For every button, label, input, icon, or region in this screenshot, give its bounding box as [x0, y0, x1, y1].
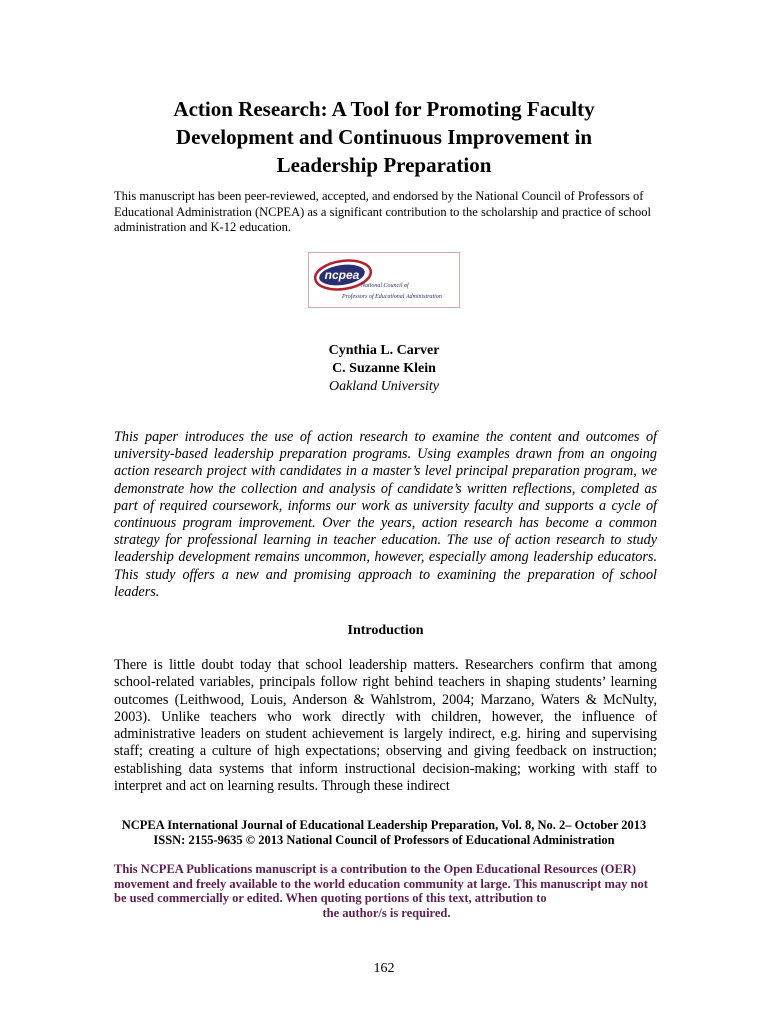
author-name: Cynthia L. Carver: [328, 343, 440, 358]
logo-line-1: National Council of: [361, 283, 409, 289]
author-block: [200, 342, 568, 396]
journal-citation: [100, 818, 668, 847]
oer-notice-last-line: the author/s is required.: [322, 905, 451, 920]
oer-notice: [114, 862, 659, 920]
ncpea-logo-mark: [309, 253, 459, 307]
issn-copyright-line: ISSN: 2155-9635 © 2013 National Council of Professors of Educational Administration: [153, 832, 615, 847]
ncpea-logo: [308, 252, 460, 308]
logo-wordmark: ncpea: [324, 268, 360, 282]
oer-notice-text: This NCPEA Publications manuscript is a contribution to the Open Educational Resources (OER) movement and freely available to the world education community at large. This manuscript may not be used commercially or edited. When quoting portions of this text, attribution to: [114, 862, 648, 905]
body-paragraph: There is little doubt today that school leadership matters. Researchers confirm that among school-related variables, principals follow right behind teachers in shaping students’ learning outcomes (Leithwood, Louis, Anderson & Wahlstrom, 2004; Marzano, Waters & McNulty, 2003). Unlike teachers who work directly with children, however, the influence of administrative leaders on student achievement is largely indirect, e.g. hiring and supervising staff; creating a culture of high expectations; observing and giving feedback on instruction; establishing data systems that inform instructional decision-making; working with staff to interpret and act on learning results. Through these indirect: [114, 657, 657, 795]
author-affiliation: Oakland University: [328, 379, 440, 394]
author-name: C. Suzanne Klein: [332, 361, 436, 376]
abstract: This paper introduces the use of action research to examine the content and outcomes of university-based leadership preparation programs. Using examples drawn from an ongoing action research project with candidates in a master’s level principal preparation program, we demonstrate how the collection and analysis of candidate’s written reflections, completed as part of required coursework, informs our work as university faculty and supports a cycle of continuous program improvement. Over the years, action research has become a common strategy for professional learning in teacher education. The use of action research to study leadership development remains uncommon, however, especially among leadership educators. This study offers a new and promising approach to examining the preparation of school leaders.: [114, 429, 657, 600]
peer-review-note: This manuscript has been peer-reviewed, accepted, and endorsed by the National Council of Professors of Educational Administration (NCPEA) as a significant contribution to the scholarship and practice of school administration and K-12 education.: [114, 189, 652, 234]
page-number: 162: [373, 961, 395, 976]
section-heading: Introduction: [347, 623, 424, 638]
title-line: Development and Continuous Improvement in: [175, 125, 593, 149]
title-line: Action Research: A Tool for Promoting Faculty: [173, 97, 595, 121]
logo-line-2: Professors of Educational Administration: [342, 294, 442, 300]
title-line: Leadership Preparation: [276, 153, 492, 177]
journal-citation-line: NCPEA International Journal of Educational Leadership Preparation, Vol. 8, No. 2– October 2013: [121, 818, 647, 832]
paper-title: [100, 95, 668, 179]
